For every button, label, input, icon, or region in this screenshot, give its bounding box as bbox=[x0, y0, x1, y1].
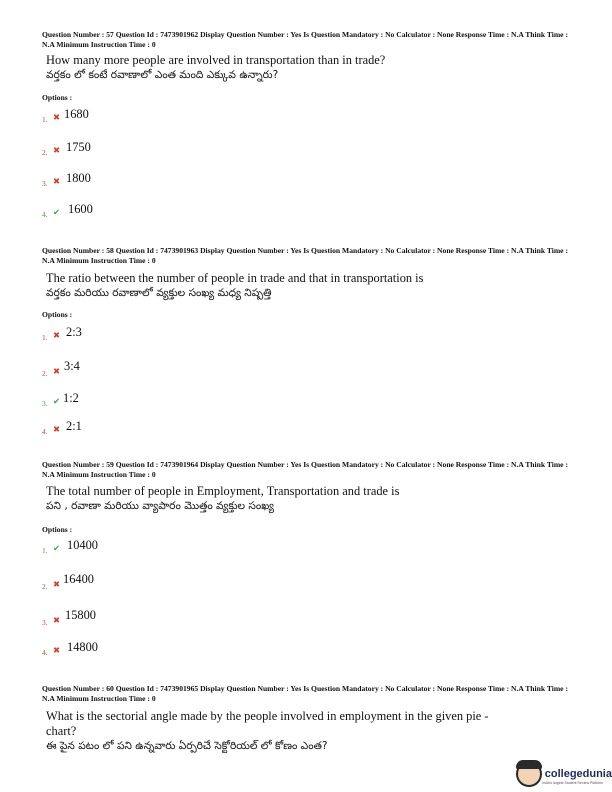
check-icon: ✔ bbox=[53, 397, 61, 408]
question-text-en: What is the sectorial angle made by the people involved in employment in the given pie -chart? bbox=[46, 709, 489, 739]
question-text-te: పని , రవాణా మరియు వ్యాపారం మొత్తం వ్యక్తుల సంఖ్య bbox=[46, 500, 274, 513]
option-value: 10400 bbox=[67, 538, 98, 553]
collegedunia-logo bbox=[516, 756, 612, 792]
question-meta: Question Number : 57 Question Id : 7473901962 Display Question Number : Yes Is Question Mandatory : No Calculator : None Response Time : N.A Think Time : N.A Minimum Instruction Time : 0 bbox=[42, 30, 568, 49]
question-text-en: The total number of people in Employment, Transportation and trade is bbox=[46, 484, 400, 499]
cross-icon: ✖ bbox=[53, 113, 61, 124]
option-value: 2:3 bbox=[66, 325, 82, 340]
option-number: 2. bbox=[42, 148, 48, 158]
check-icon: ✔ bbox=[53, 544, 61, 555]
cross-icon: ✖ bbox=[53, 367, 61, 378]
option-value: 3:4 bbox=[64, 359, 80, 374]
cross-icon: ✖ bbox=[53, 331, 61, 342]
question-meta: Question Number : 58 Question Id : 7473901963 Display Question Number : Yes Is Question Mandatory : No Calculator : None Response Time : N.A Think Time : N.A Minimum Instruction Time : 0 bbox=[42, 246, 568, 265]
question-text-te: ఈ పైన పటం లో పని ఉన్నవారు ఏర్పరిచే సెక్టోరియల్ లో కోణం ఎంత? bbox=[46, 740, 328, 753]
question-57 bbox=[42, 30, 570, 232]
option-number: 1. bbox=[42, 115, 48, 125]
option-number: 4. bbox=[42, 210, 48, 220]
option-number: 3. bbox=[42, 399, 48, 409]
question-60 bbox=[42, 684, 570, 754]
question-text-en: The ratio between the number of people in trade and that in transportation is bbox=[46, 271, 424, 286]
cross-icon: ✖ bbox=[53, 425, 61, 436]
question-text-te: వర్తకం లో కంటే రవాణాలో ఎంత మంది ఎక్కువ ఉన్నారు? bbox=[46, 69, 279, 82]
brand-name: collegedunia bbox=[544, 768, 612, 780]
option-value: 14800 bbox=[67, 640, 98, 655]
option-value: 15800 bbox=[65, 608, 96, 623]
option-value: 1:2 bbox=[63, 391, 79, 406]
option-value: 16400 bbox=[63, 572, 94, 587]
cross-icon: ✖ bbox=[53, 177, 61, 188]
options-list bbox=[42, 534, 570, 674]
option-number: 4. bbox=[42, 648, 48, 658]
question-meta: Question Number : 59 Question Id : 7473901964 Display Question Number : Yes Is Question Mandatory : No Calculator : None Response Time : N.A Think Time : N.A Minimum Instruction Time : 0 bbox=[42, 460, 568, 479]
option-number: 3. bbox=[42, 179, 48, 189]
option-value: 1800 bbox=[66, 171, 91, 186]
cross-icon: ✖ bbox=[53, 616, 61, 627]
option-number: 2. bbox=[42, 582, 48, 592]
options-label: Options : bbox=[42, 93, 73, 103]
option-number: 1. bbox=[42, 546, 48, 556]
options-list bbox=[42, 102, 570, 232]
option-number: 1. bbox=[42, 333, 48, 343]
question-58 bbox=[42, 246, 570, 449]
brand-tagline: India's largest Student Review Platform bbox=[542, 781, 603, 785]
options-label: Options : bbox=[42, 310, 73, 320]
cross-icon: ✖ bbox=[53, 580, 61, 591]
cross-icon: ✖ bbox=[53, 646, 61, 657]
option-value: 1600 bbox=[68, 202, 93, 217]
question-meta: Question Number : 60 Question Id : 7473901965 Display Question Number : Yes Is Question Mandatory : No Calculator : None Response Time : N.A Think Time : N.A Minimum Instruction Time : 0 bbox=[42, 684, 568, 703]
option-value: 2:1 bbox=[66, 419, 82, 434]
option-number: 4. bbox=[42, 427, 48, 437]
options-label: Options : bbox=[42, 525, 73, 535]
question-text-en: How many more people are involved in transportation than in trade? bbox=[46, 53, 386, 68]
option-value: 1680 bbox=[64, 107, 89, 122]
mascot-icon bbox=[516, 761, 542, 787]
question-text-te: వర్తకం మరియు రవాణాలో వ్యక్తుల సంఖ్య మధ్య నిష్పత్తి bbox=[46, 287, 272, 300]
question-59 bbox=[42, 460, 570, 674]
options-list bbox=[42, 319, 570, 449]
option-number: 2. bbox=[42, 369, 48, 379]
cross-icon: ✖ bbox=[53, 146, 61, 157]
option-number: 3. bbox=[42, 618, 48, 628]
option-value: 1750 bbox=[66, 140, 91, 155]
check-icon: ✔ bbox=[53, 208, 61, 219]
